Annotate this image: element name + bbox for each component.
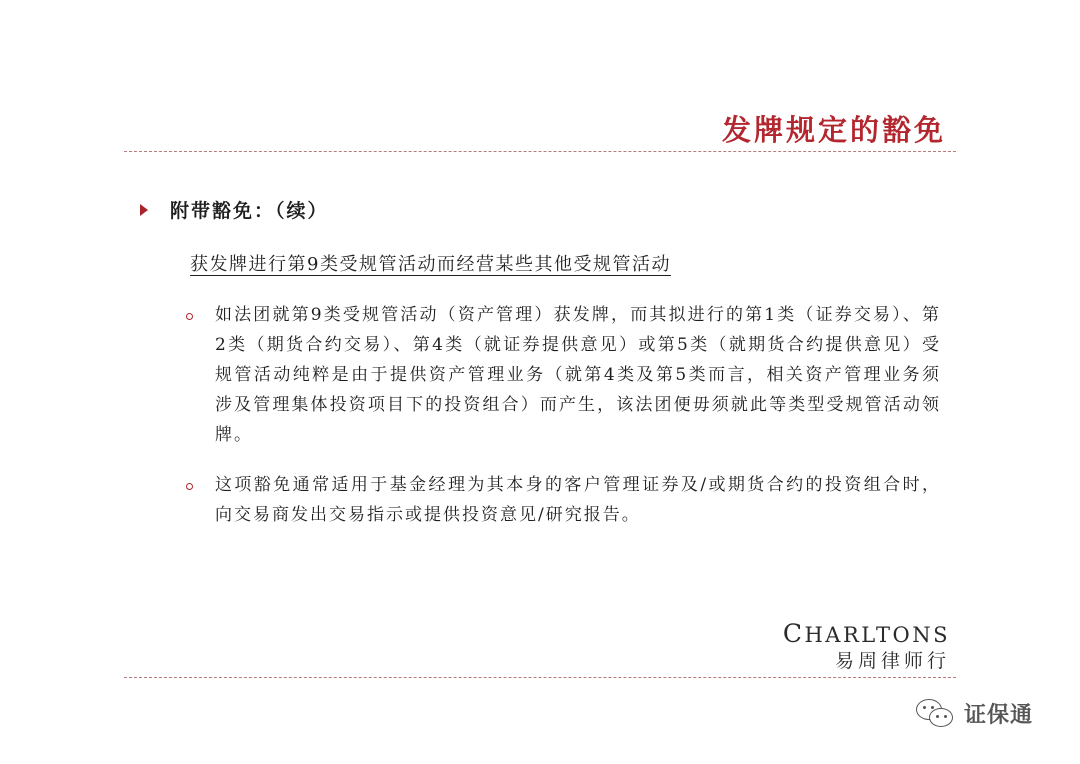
wechat-icon — [916, 697, 956, 729]
watermark-text: 证保通 — [964, 702, 1034, 728]
bottom-divider — [124, 677, 956, 678]
logo-english-rest: HARLTONS — [804, 623, 950, 647]
arrow-right-icon — [140, 204, 148, 216]
logo-english-initial: C — [782, 619, 805, 648]
bullet-list — [186, 300, 946, 550]
logo-english — [783, 621, 950, 648]
section-heading — [140, 196, 329, 223]
list-item — [186, 300, 946, 450]
section-heading-text: 附带豁免：（续） — [170, 200, 329, 222]
charltons-logo — [783, 621, 950, 674]
logo-chinese: 易周律师行 — [834, 650, 950, 672]
circle-bullet-icon — [186, 483, 193, 490]
subheading: 获发牌进行第9类受规管活动而经营某些其他受规管活动 — [190, 254, 671, 275]
bullet-text: 如法团就第9类受规管活动（资产管理）获发牌，而其拟进行的第1类（证券交易）、第2类（期货合约交易）、第4类（就证券提供意见）或第5类（就期货合约提供意见）受规管活动纯粹是由于提供资产管理业务（就第4类及第5类而言，相关资产管理业务须涉及管理集体投资项目下的投资组合）而产生，该法团便毋须就此等类型受规管活动领牌。 — [215, 305, 941, 445]
bullet-text: 这项豁免通常适用于基金经理为其本身的客户管理证券及/或期货合约的投资组合时，向交易商发出交易指示或提供投资意见/研究报告。 — [215, 475, 941, 525]
watermark — [916, 697, 1033, 729]
circle-bullet-icon — [186, 313, 193, 320]
list-item — [186, 470, 946, 530]
slide-title: 发牌规定的豁免 — [721, 113, 946, 147]
top-divider — [124, 151, 956, 152]
